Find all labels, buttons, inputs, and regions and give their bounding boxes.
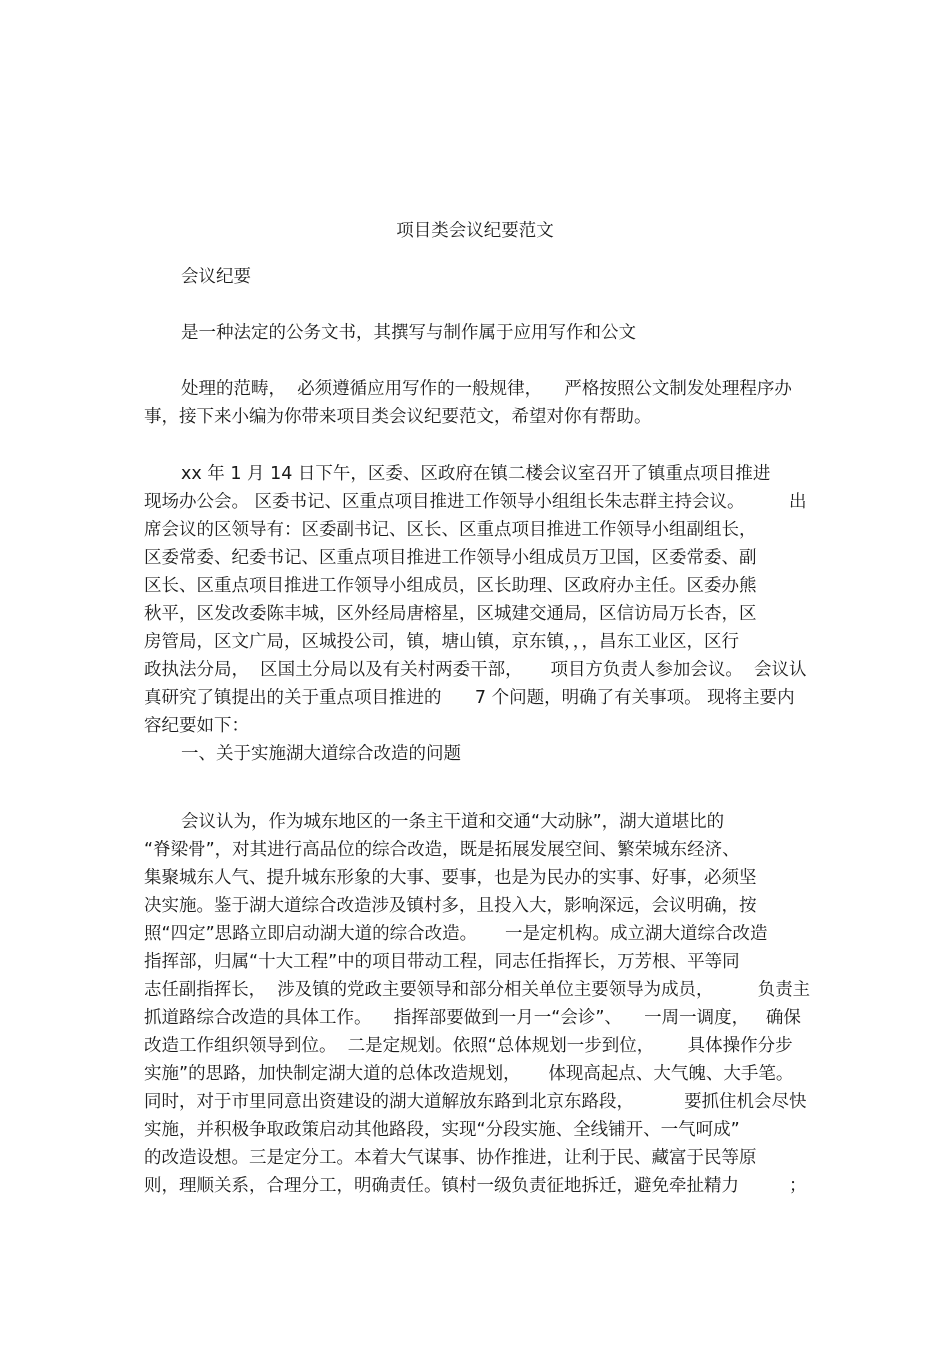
body-line: 是一种法定的公务文书，其撰写与制作属于应用写作和公文 (181, 323, 636, 343)
body-line: 同时，对于市里同意出资建设的湖大道解放东路到北京东路段， 要抓住机会尽快 (144, 1092, 807, 1112)
body-line: 志任副指挥长， 涉及镇的党政主要领导和部分相关单位主要领导为成员， 负责主 (144, 980, 811, 1000)
body-line: 实施，并积极争取政策启动其他路段，实现“分段实施、全线铺开、一气呵成” (144, 1120, 740, 1140)
body-line: 照“四定”思路立即启动湖大道的综合改造。 一是定机构。成立湖大道综合改造 (144, 924, 768, 944)
body-line: 的改造设想。三是定分工。本着大气谋事、协作推进，让利于民、藏富于民等原 (144, 1148, 757, 1168)
body-line: 决实施。鉴于湖大道综合改造涉及镇村多，且投入大，影响深远，会议明确，按 (144, 896, 757, 916)
body-line: 会议认为，作为城东地区的一条主干道和交通“大动脉”，湖大道堪比的 (181, 812, 725, 832)
body-line: 政执法分局， 区国土分局以及有关村两委干部， 项目方负责人参加会议。 会议认 (144, 660, 807, 680)
body-line: 席会议的区领导有：区委副书记、区长、区重点项目推进工作领导小组副组长， (144, 520, 757, 540)
body-line: 改造工作组织领导到位。 二是定规划。依照“总体规划一步到位， 具体操作分步 (144, 1036, 793, 1056)
body-line: 房管局，区文广局，区城投公司，镇，塘山镇，京东镇，，，昌东工业区，区行 (144, 632, 739, 652)
body-line: 处理的范畴， 必须遵循应用写作的一般规律， 严格按照公文制发处理程序办 (181, 379, 792, 399)
body-line: 事，接下来小编为你带来项目类会议纪要范文，希望对你有帮助。 (144, 407, 652, 427)
body-line: 现场办公会。 区委书记、区重点项目推进工作领导小组组长朱志群主持会议。 出 (144, 492, 807, 512)
body-line: “脊梁骨”，对其进行高品位的综合改造，既是拓展发展空间、繁荣城东经济、 (144, 840, 740, 860)
body-line: 实施”的思路，加快制定湖大道的总体改造规划， 体现高起点、大气魄、大手笔。 (144, 1064, 794, 1084)
body-line: xx 年 1 月 14 日下午，区委、区政府在镇二楼会议室召开了镇重点项目推进 (181, 464, 771, 484)
body-line: 一、关于实施湖大道综合改造的问题 (181, 744, 461, 764)
body-line: 则，理顺关系，合理分工，明确责任。镇村一级负责征地拆迁，避免牵扯精力 ； (144, 1176, 807, 1196)
body-line: 区长、区重点项目推进工作领导小组成员，区长助理、区政府办主任。区委办熊 (144, 576, 757, 596)
body-line: 真研究了镇提出的关于重点项目推进的 7 个问题，明确了有关事项。 现将主要内 (144, 688, 795, 708)
body-line: 会议纪要 (181, 267, 251, 287)
body-line: 区委常委、纪委书记、区重点项目推进工作领导小组成员万卫国，区委常委、副 (144, 548, 757, 568)
body-line: 容纪要如下： (144, 716, 249, 736)
body-line: 指挥部，归属“十大工程”中的项目带动工程，同志任指挥长，万芳根、平等同 (144, 952, 740, 972)
body-line: 秋平，区发改委陈丰城，区外经局唐榕星，区城建交通局，区信访局万长杏，区 (144, 604, 757, 624)
document-title: 项目类会议纪要范文 (396, 221, 554, 241)
body-line: 集聚城东人气、提升城东形象的大事、要事，也是为民办的实事、好事，必须坚 (144, 868, 757, 888)
body-line: 抓道路综合改造的具体工作。 指挥部要做到一月一“会诊”、 一周一调度， 确保 (144, 1008, 801, 1028)
